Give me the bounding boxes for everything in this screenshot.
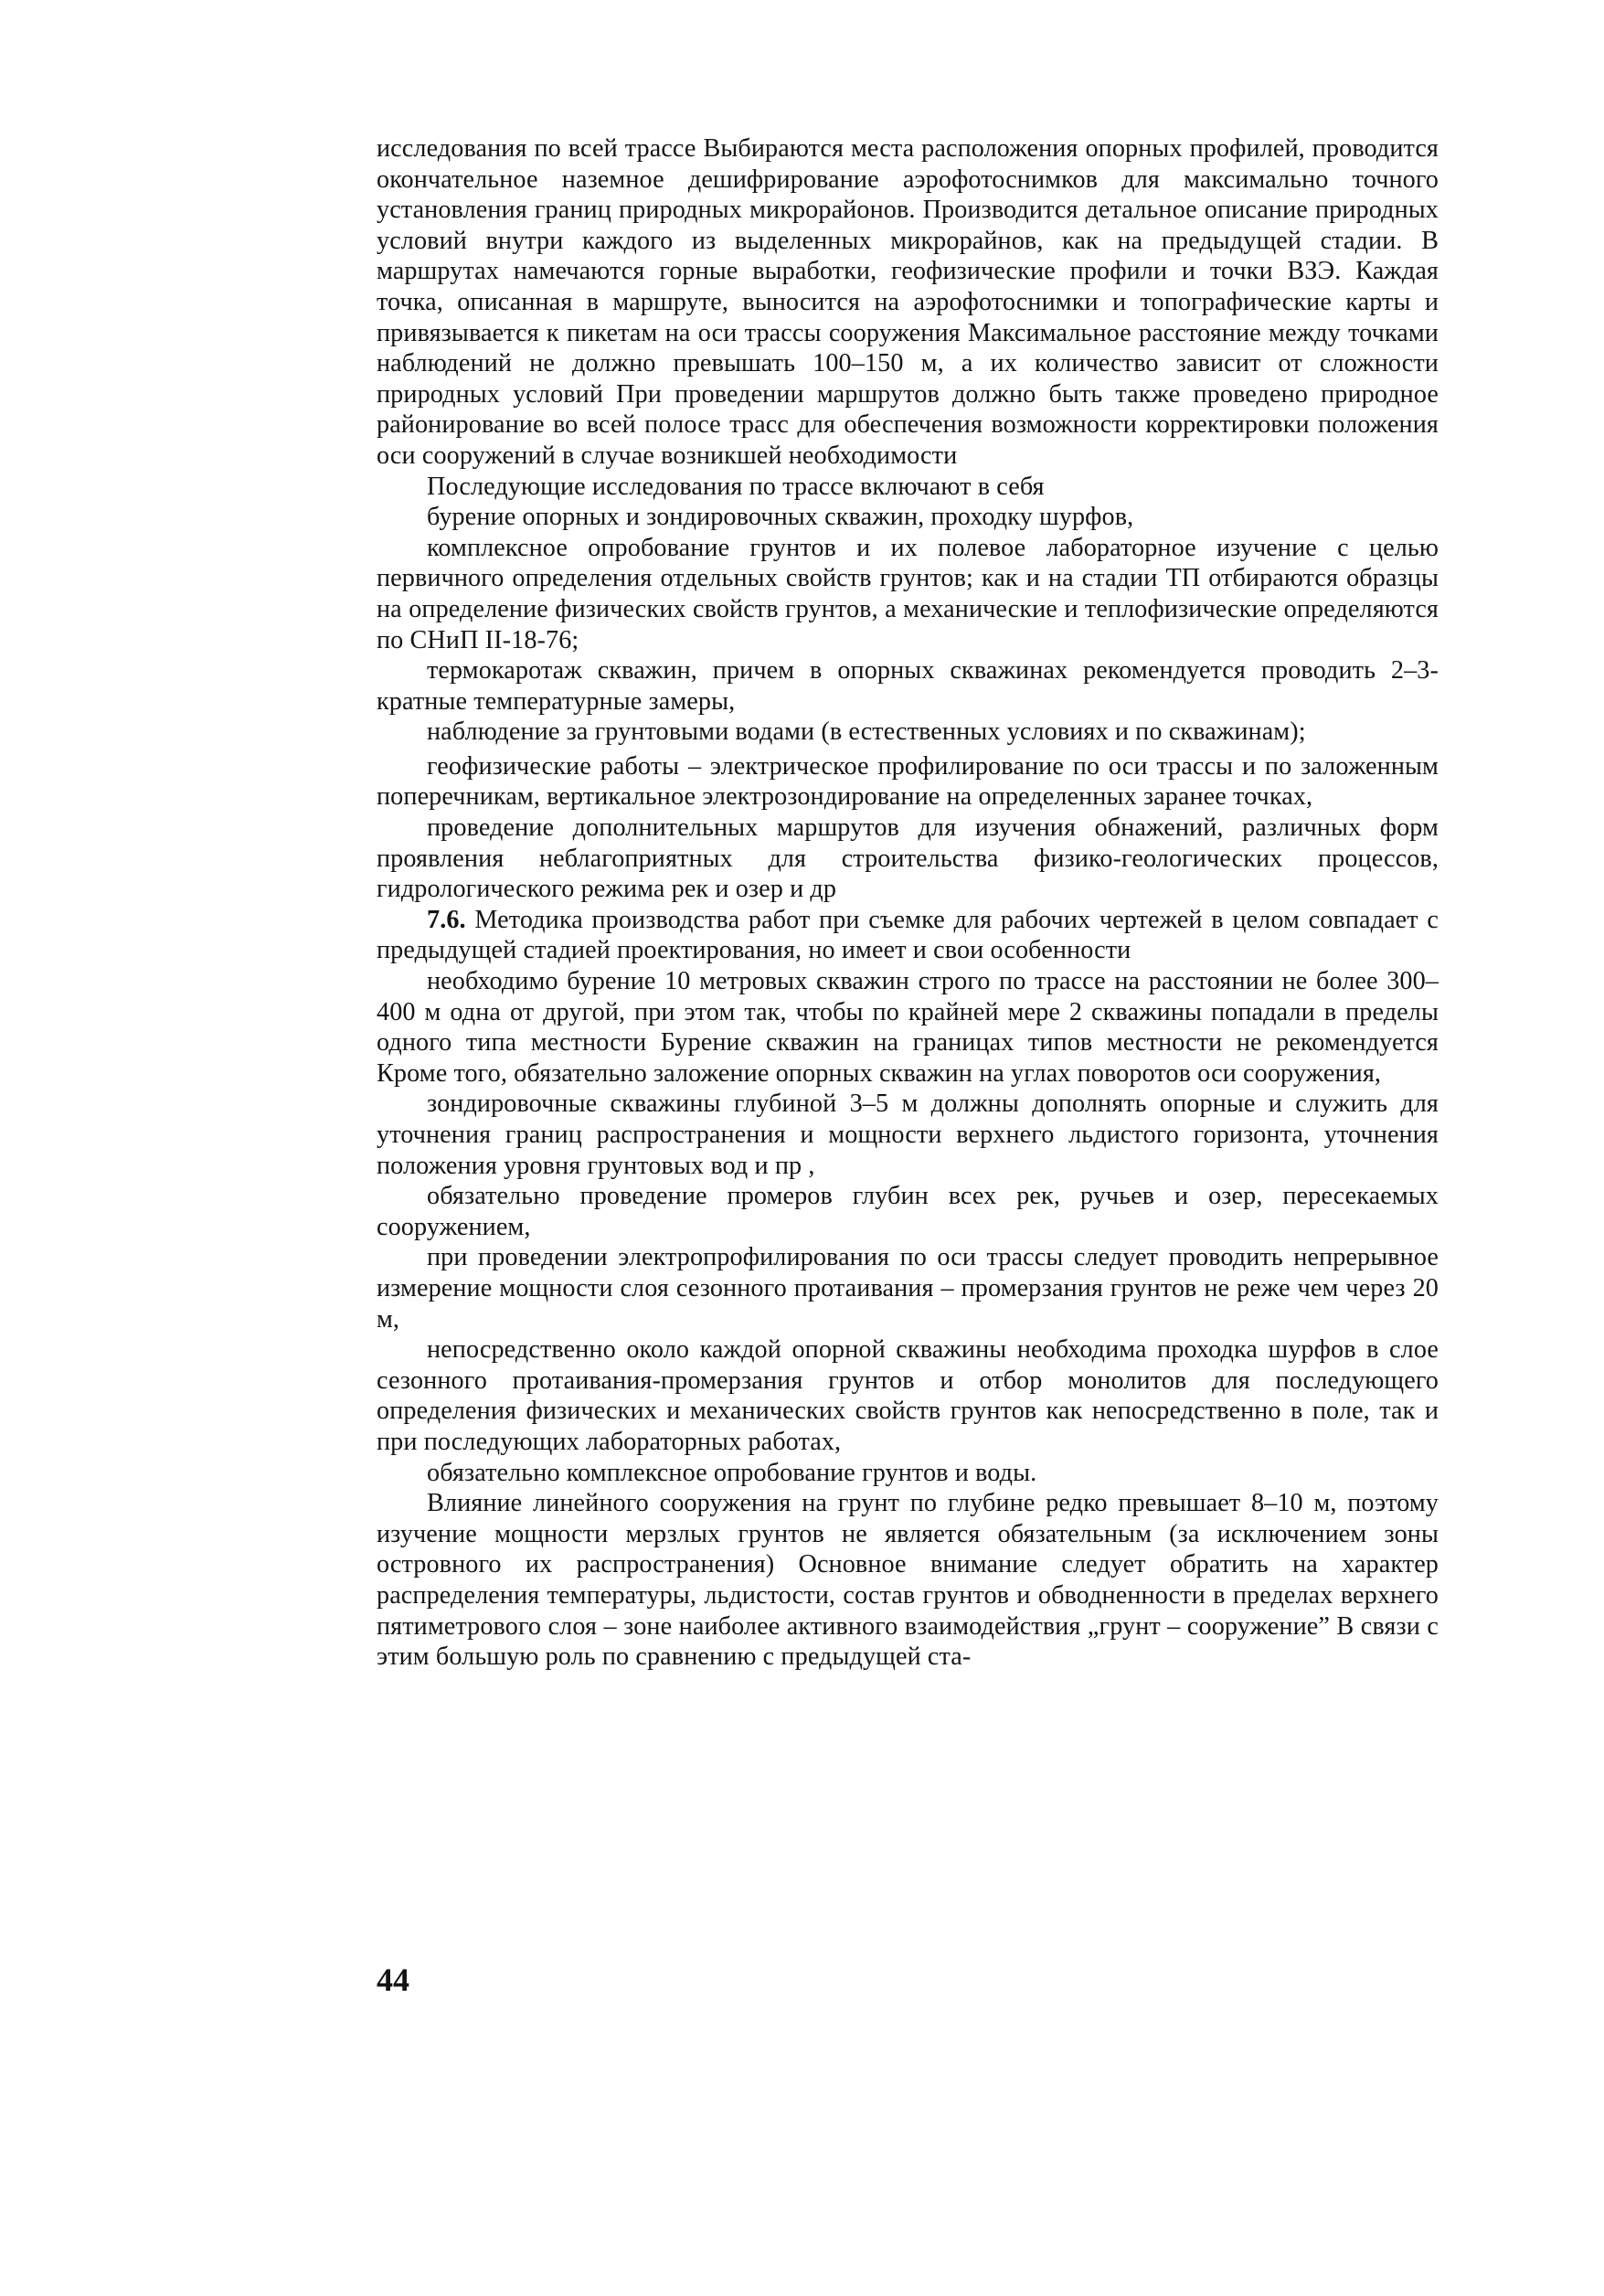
list-item: при проведении электропрофилирования по оси трассы следует проводить непрерывное измерение мощности слоя сезонного протаивания – промерзания грунтов не реже чем через 20 м, — [377, 1243, 1439, 1334]
section-text: Методика производства работ при съемке для рабочих чертежей в целом совпадает с предыдущей стадией проектирования, но имеет и свои особенности — [377, 905, 1439, 965]
page-body — [377, 133, 1439, 1673]
list-item: комплексное опробование грунтов и их полевое лабораторное изучение с целью первичного определения отдельных свойств грунтов; как и на стадии ТП отбираются образцы на определение физических свойств грунтов, а механические и теплофизические определяются по СНиП II-18-76; — [377, 533, 1439, 654]
paragraph: Влияние линейного сооружения на грунт по глубине редко превышает 8–10 м, поэтому изучение мощности мерзлых грунтов не является обязательным (за исключением зоны островного их распространения) Основное внимание следует обратить на характер распределения температуры, льдистости, состав грунтов и обводненности в пределах верхнего пятиметрового слоя – зоне наиболее активного взаимодействия „грунт – сооружение” В связи с этим большую роль по сравнению с предыдущей ста- — [377, 1489, 1439, 1672]
list-item: необходимо бурение 10 метровых скважин строго по трассе на расстоянии не более 300–400 м одна от другой, при этом так, чтобы по крайней мере 2 скважины попадали в пределы одного типа местности Бурение скважин на границах типов местности не рекомендуется Кроме того, обязательно заложение опорных скважин на углах поворотов оси сооружения, — [377, 967, 1439, 1088]
list-item: бурение опорных и зондировочных скважин, проходку шурфов, — [427, 503, 1134, 532]
list-item: обязательно комплексное опробование грунтов и воды. — [427, 1458, 1037, 1487]
list-item: непосредственно около каждой опорной скважины необходима проходка шурфов в слое сезонного протаивания-промерзания грунтов и отбор монолитов для последующего определения физических и механических свойств грунтов как непосредственно в поле, так и при последующих лабораторных работах, — [377, 1335, 1439, 1456]
list-item: проведение дополнительных маршрутов для изучения обнажений, различных форм проявления неблагоприятных для строительства физико-геологических процессов, гидрологического режима рек и озер и др — [377, 813, 1439, 904]
list-item: термокаротаж скважин, причем в опорных скважинах рекомендуется проводить 2–3-кратные температурные замеры, — [377, 656, 1439, 716]
list-item: обязательно проведение промеров глубин всех рек, ручьев и озер, пересекаемых сооружением, — [377, 1182, 1439, 1241]
section-paragraph — [377, 905, 1439, 966]
paragraph: исследования по всей трассе Выбираются места расположения опорных профилей, проводится окончательное наземное дешифрирование аэрофотоснимков для максимально точного установления границ природных микрорайонов. Производится детальное описание природных условий внутри каждого из выделенных микрорайнов, как на предыдущей стадии. В маршрутах намечаются горные выработки, геофизические профили и точки ВЗЭ. Каждая точка, описанная в маршруте, выносится на аэрофотоснимки и топографические карты и привязывается к пикетам на оси трассы сооружения Максимальное расстояние между точками наблюдений не должно превышать 100–150 м, а их количество зависит от сложности природных условий При проведении маршрутов должно быть также проведено природное районирование во всей полосе трасс для обеспечения возможности корректировки положения оси сооружений в случае возникшей необходимости — [377, 134, 1439, 470]
page-number: 44 — [377, 1961, 409, 1998]
list-item: наблюдение за грунтовыми водами (в естественных условиях и по скважинам); — [427, 718, 1306, 747]
paragraph: Последующие исследования по трассе включают в себя — [427, 472, 1045, 501]
section-number: 7.6. — [427, 905, 466, 934]
list-item: геофизические работы – электрическое профилирование по оси трассы и по заложенным поперечникам, вертикальное электрозондирование на определенных заранее точках, — [377, 751, 1439, 812]
list-item: зондировочные скважины глубиной 3–5 м должны дополнять опорные и служить для уточнения границ распространения и мощности верхнего льдистого горизонта, уточнения положения уровня грунтовых вод и пр , — [377, 1090, 1439, 1180]
